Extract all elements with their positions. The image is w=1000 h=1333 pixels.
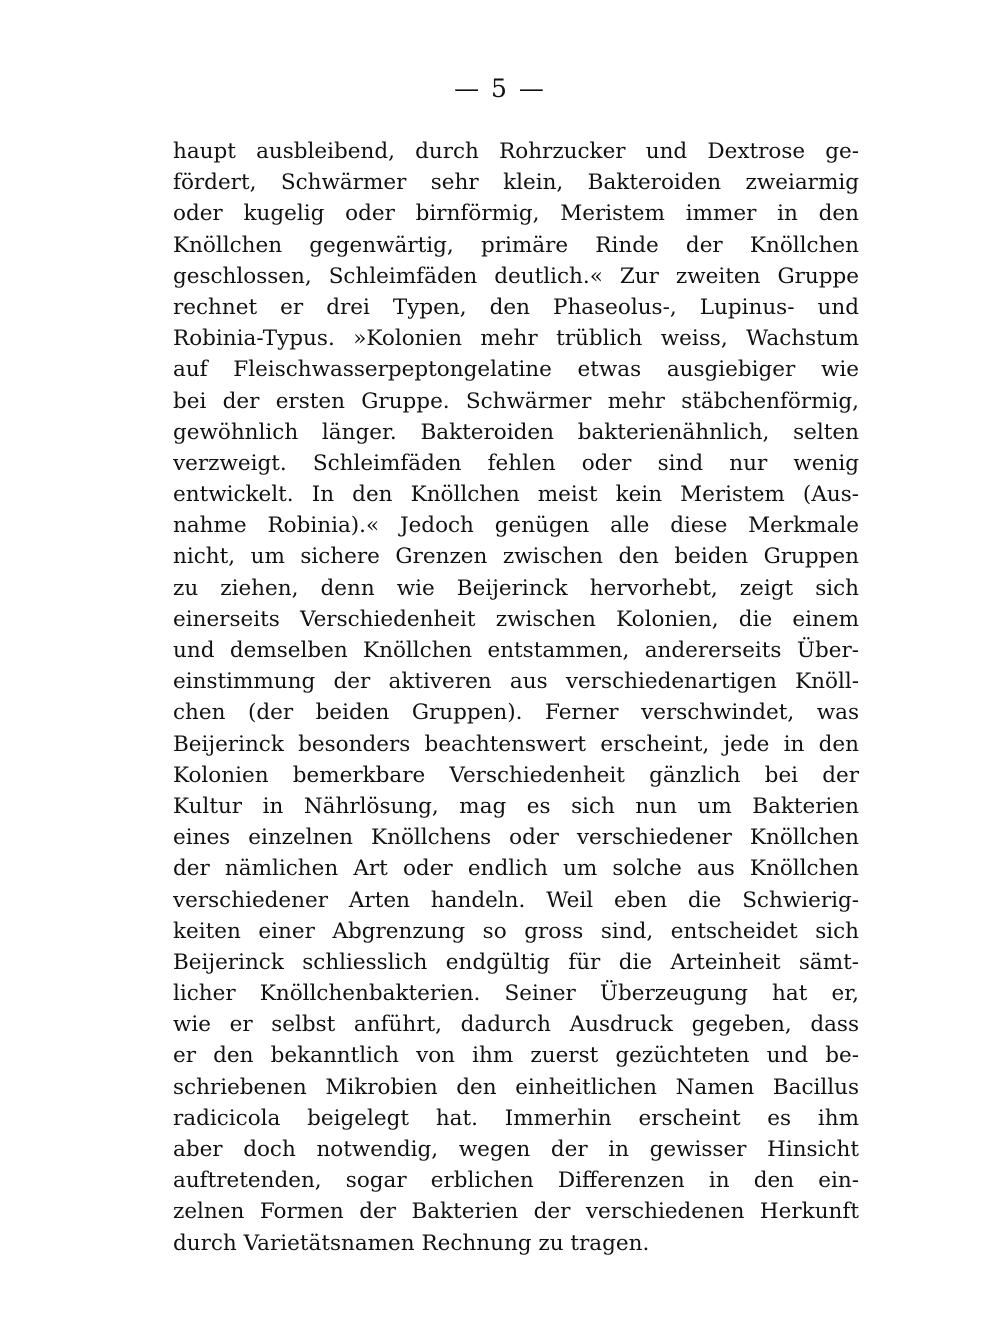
text-line: durch Varietätsnamen Rechnung zu tragen. <box>173 1230 650 1256</box>
text-line: fördert, Schwärmer sehr klein, Bakteroiden zweiarmig <box>173 170 859 196</box>
text-line: Knöllchen gegenwärtig, primäre Rinde der Knöllchen <box>173 232 859 258</box>
text-line: geschlossen, Schleimfäden deutlich.« Zur zweiten Gruppe <box>173 263 859 289</box>
text-line: Kolonien bemerkbare Verschiedenheit gänzlich bei der <box>173 762 859 788</box>
text-line: licher Knöllchenbakterien. Seiner Überzeugung hat er, <box>173 981 859 1007</box>
text-line: einstimmung der aktiveren aus verschiedenartigen Knöll- <box>173 669 859 695</box>
text-line: nicht, um sichere Grenzen zwischen den beiden Gruppen <box>173 544 859 570</box>
text-line: aber doch notwendig, wegen der in gewisser Hinsicht <box>173 1137 859 1162</box>
text-line: verschiedener Arten handeln. Weil eben die Schwierig- <box>173 887 859 913</box>
text-line: eines einzelnen Knöllchens oder verschiedener Knöllchen <box>173 825 859 851</box>
text-line: Beijerinck besonders beachtenswert erscheint, jede in den <box>173 731 859 757</box>
text-line: schriebenen Mikrobien den einheitlichen Namen Bacillus <box>173 1074 859 1100</box>
text-line: haupt ausbleibend, durch Rohrzucker und Dextrose ge- <box>173 139 859 164</box>
text-line: gewöhnlich länger. Bakteroiden bakterienähnlich, selten <box>173 419 859 445</box>
text-line: einerseits Verschiedenheit zwischen Kolonien, die einem <box>173 606 859 632</box>
page-number: — 5 — <box>454 74 546 103</box>
text-line: er den bekanntlich von ihm zuerst gezüchteten und be- <box>173 1043 859 1069</box>
text-line: bei der ersten Gruppe. Schwärmer mehr stäbchenförmig, <box>173 388 859 414</box>
text-line: rechnet er drei Typen, den Phaseolus-, Lupinus- und <box>173 294 859 320</box>
body-text <box>173 136 859 1259</box>
text-line: radicicola beigelegt hat. Immerhin erscheint es ihm <box>173 1105 859 1131</box>
text-line: auf Fleischwasserpeptongelatine etwas ausgiebiger wie <box>173 357 859 383</box>
text-line: chen (der beiden Gruppen). Ferner verschwindet, was <box>173 700 859 726</box>
text-line: wie er selbst anführt, dadurch Ausdruck gegeben, dass <box>173 1012 859 1038</box>
text-line: nahme Robinia).« Jedoch genügen alle diese Merkmale <box>173 513 859 539</box>
text-line: und demselben Knöllchen entstammen, andererseits Über- <box>173 638 859 663</box>
text-line: auftretenden, sogar erblichen Differenzen in den ein- <box>173 1168 859 1194</box>
text-line: zu ziehen, denn wie Beijerinck hervorhebt, zeigt sich <box>173 575 859 601</box>
text-line: zelnen Formen der Bakterien der verschiedenen Herkunft <box>173 1199 859 1225</box>
text-line: Robinia-Typus. »Kolonien mehr trüblich weiss, Wachstum <box>173 326 859 352</box>
text-line: keiten einer Abgrenzung so gross sind, entscheidet sich <box>173 918 859 944</box>
text-line: der nämlichen Art oder endlich um solche aus Knöllchen <box>173 856 859 882</box>
text-line: oder kugelig oder birnförmig, Meristem immer in den <box>173 201 859 227</box>
text-line: Kultur in Nährlösung, mag es sich nun um Bakterien <box>173 793 859 819</box>
text-line: entwickelt. In den Knöllchen meist kein Meristem (Aus- <box>173 482 859 508</box>
text-line: verzweigt. Schleimfäden fehlen oder sind nur wenig <box>173 450 859 476</box>
text-line: Beijerinck schliesslich endgültig für die Arteinheit sämt- <box>173 949 859 975</box>
